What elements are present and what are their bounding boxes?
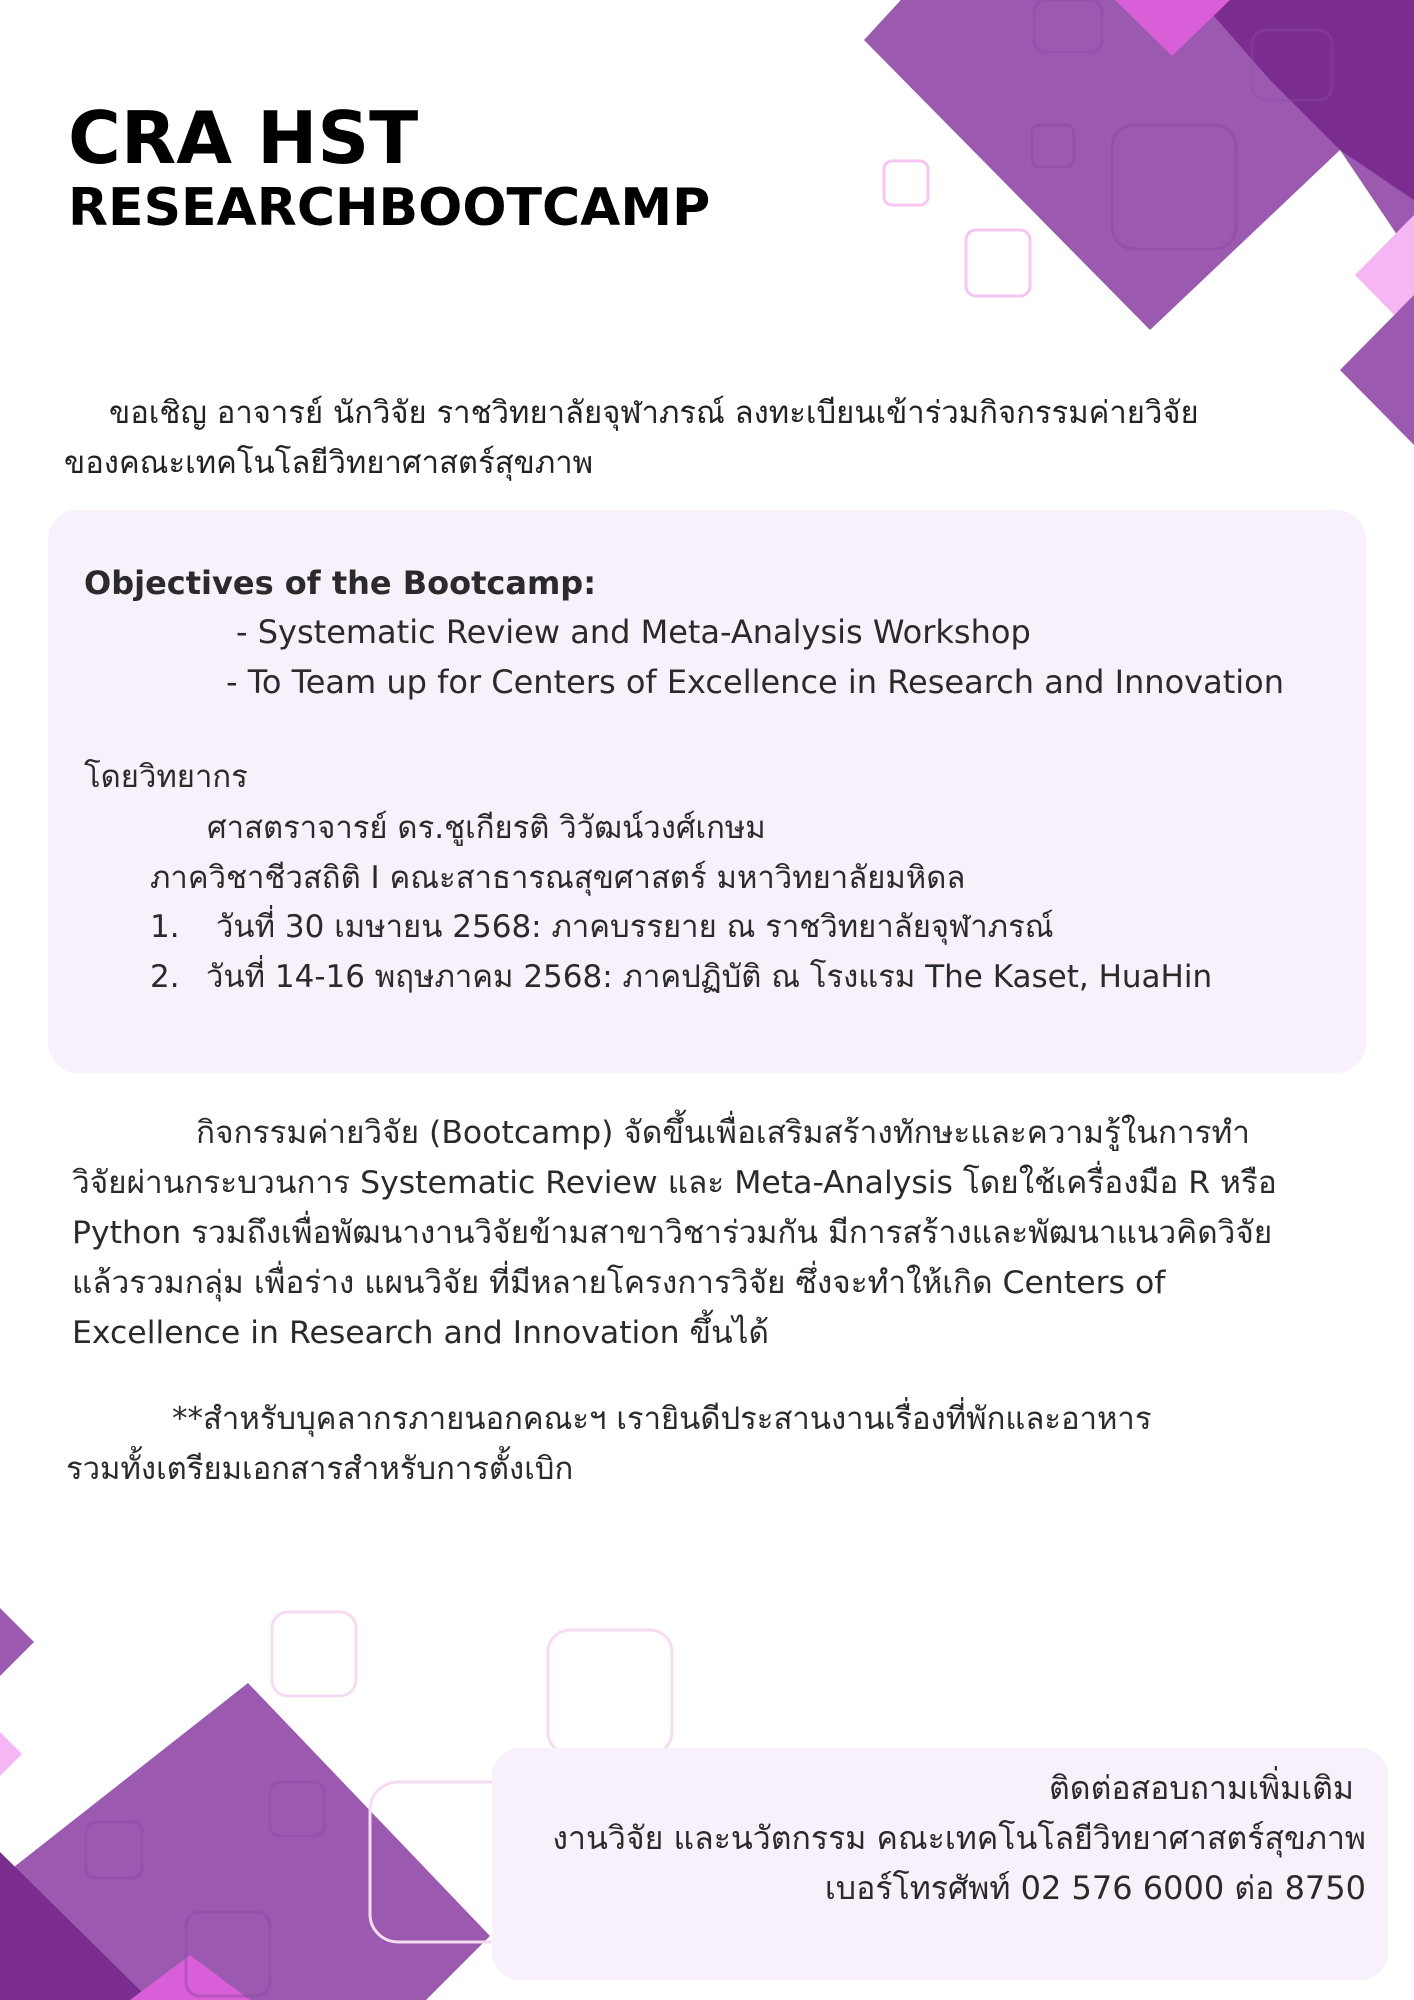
- page-title: CRA HST: [68, 96, 419, 180]
- deco-square-outline-4: [1252, 30, 1332, 100]
- contact-department: งานวิจัย และนวัตกรรม คณะเทคโนโลยีวิทยาศาสตร์สุขภาพ: [552, 1819, 1366, 1857]
- deco-diamond-dark-bottom-left: [0, 1852, 150, 2000]
- deco-square-outline-8: [270, 1782, 324, 1836]
- deco-square-outline-6: [548, 1630, 672, 1754]
- contact-phone: เบอร์โทรศัพท์ 02 576 6000 ต่อ 8750: [824, 1869, 1366, 1907]
- deco-diamond-pink-left: [0, 1732, 22, 1776]
- description-line: วิจัยผ่านกระบวนการ Systematic Review และ Meta-Analysis โดยใช้เครื่องมือ R หรือ: [72, 1165, 1277, 1201]
- intro-line: ของคณะเทคโนโลยีวิทยาศาสตร์สุขภาพ: [64, 445, 594, 481]
- deco-diamond-small-left: [0, 1608, 34, 1676]
- deco-diamond-pink-right: [1355, 215, 1414, 335]
- deco-square-pink-2: [966, 230, 1030, 296]
- objective-item: - To Team up for Centers of Excellence in Research and Innovation: [226, 663, 1284, 701]
- deco-square-outline-5: [272, 1612, 356, 1696]
- description-line: กิจกรรมค่ายวิจัย (Bootcamp) จัดขึ้นเพื่อเสริมสร้างทักษะและความรู้ในการทำ: [196, 1115, 1250, 1151]
- intro-line: ขอเชิญ อาจารย์ นักวิจัย ราชวิทยาลัยจุฬาภรณ์ ลงทะเบียนเข้าร่วมกิจกรรมค่ายวิจัย: [109, 395, 1199, 431]
- deco-diamond-small-right: [1340, 295, 1414, 445]
- deco-square-outline-2: [1032, 125, 1074, 167]
- intro-paragraph: [64, 388, 1324, 488]
- page-subtitle: RESEARCHBOOTCAMP: [68, 178, 711, 238]
- description-line: Excellence in Research and Innovation ขึ้นได้: [72, 1315, 769, 1351]
- deco-diamond-magenta-bottom: [130, 1955, 250, 2000]
- deco-diamond-bottom-left: [0, 1683, 490, 2000]
- note-line: รวมทั้งเตรียมเอกสารสำหรับการตั้งเบิก: [66, 1451, 574, 1487]
- note-line: **สำหรับบุคลากรภายนอกคณะฯ เรายินดีประสานงานเรื่องที่พักและอาหาร: [172, 1401, 1152, 1437]
- description-line: แล้วรวมกลุ่ม เพื่อร่าง แผนวิจัย ที่มีหลายโครงการวิจัย ซึ่งจะทำให้เกิด Centers of: [72, 1265, 1166, 1301]
- schedule-item: วันที่ 14-16 พฤษภาคม 2568: ภาคปฏิบัติ ณ โรงแรม The Kaset, HuaHin: [206, 959, 1213, 995]
- speaker-label: โดยวิทยากร: [84, 759, 248, 795]
- deco-square-outline-9: [86, 1822, 142, 1878]
- deco-diamond-magenta-top: [1115, 0, 1230, 56]
- objective-item: - Systematic Review and Meta-Analysis Workshop: [236, 613, 1031, 651]
- note-paragraph: [66, 1394, 1356, 1494]
- speaker-name: ศาสตราจารย์ ดร.ชูเกียรติ วิวัฒน์วงศ์เกษม: [207, 810, 766, 846]
- speaker-affiliation: ภาควิชาชีวสถิติ I คณะสาธารณสุขศาสตร์ มหาวิทยาลัยมหิดล: [150, 860, 966, 896]
- schedule-number: 2.: [150, 959, 180, 995]
- deco-square-outline-10: [186, 1912, 270, 1996]
- schedule-number: 1.: [150, 909, 180, 945]
- description-paragraph: [72, 1108, 1362, 1358]
- schedule-item: วันที่ 30 เมษายน 2568: ภาคบรรยาย ณ ราชวิทยาลัยจุฬาภรณ์: [216, 909, 1054, 945]
- contact-heading: ติดต่อสอบถามเพิ่มเติม: [1049, 1769, 1354, 1807]
- deco-diamond-top-right: [864, 0, 1414, 330]
- deco-square-pink-1: [884, 161, 928, 205]
- deco-square-outline-3: [1034, 0, 1102, 52]
- objectives-heading: Objectives of the Bootcamp:: [84, 564, 596, 602]
- deco-diamond-dark-top-right: [1200, 0, 1414, 200]
- description-line: Python รวมถึงเพื่อพัฒนางานวิจัยข้ามสาขาวิชาร่วมกัน มีการสร้างและพัฒนาแนวคิดวิจัย: [72, 1215, 1273, 1251]
- deco-square-outline-1: [1112, 125, 1236, 249]
